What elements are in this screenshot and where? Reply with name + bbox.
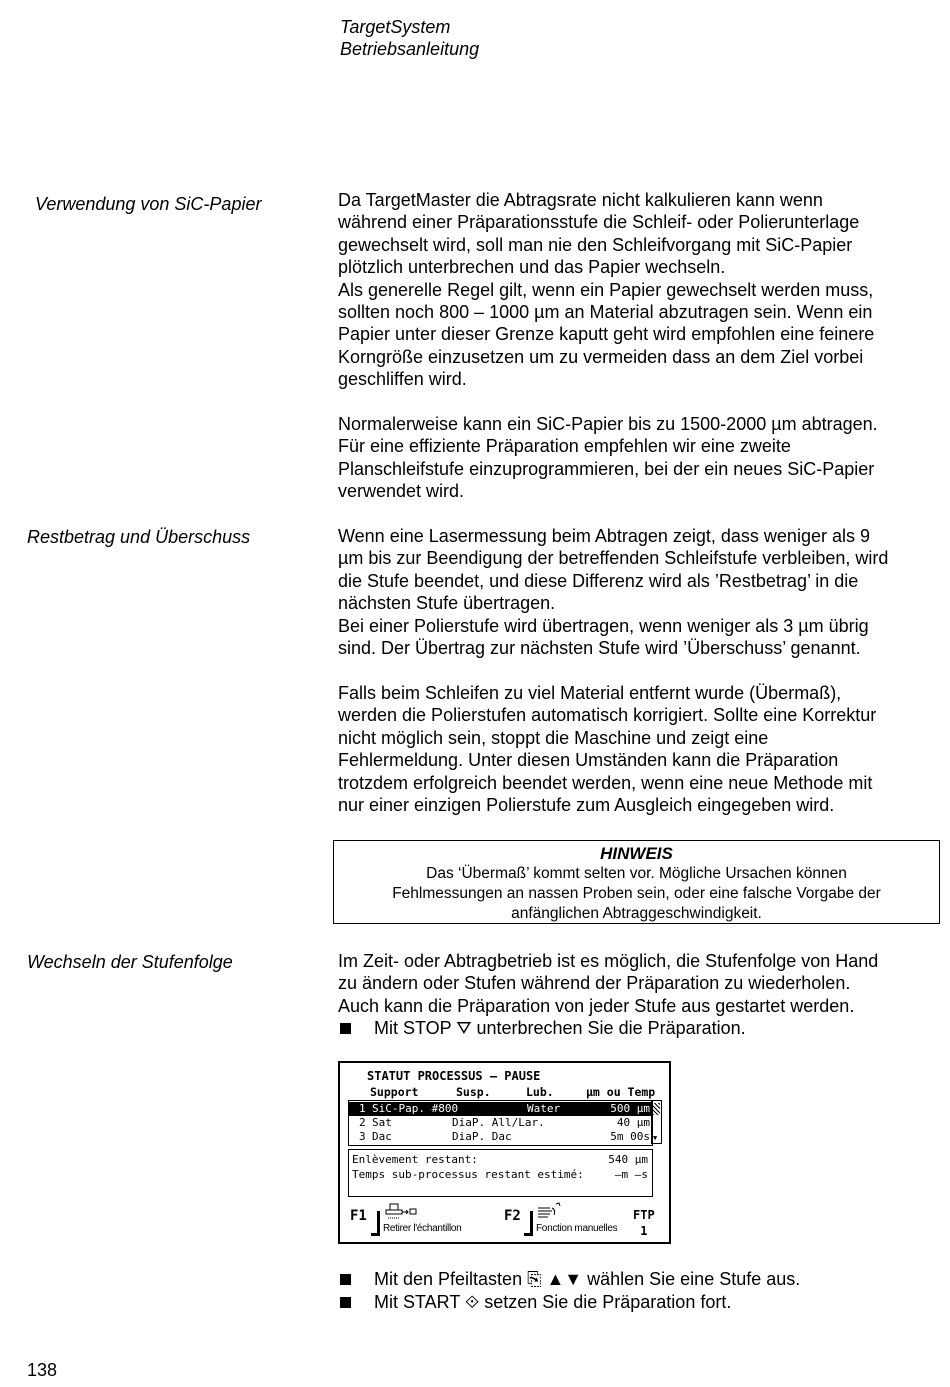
remaining-label: Enlèvement restant: xyxy=(352,1153,478,1166)
bullet-text: Mit STOP ⛛ unterbrechen Sie die Präparation. xyxy=(374,1018,746,1038)
step-number: 2 xyxy=(359,1116,366,1129)
text-line: Bei einer Polierstufe wird übertragen, wenn weniger als 3 µm übrig xyxy=(338,615,869,636)
text-line: nur einer einzigen Polierstufe zum Ausgleich eingegeben wird. xyxy=(338,795,835,816)
bullet-text: Mit START ⟐ setzen Sie die Präparation fort. xyxy=(374,1292,732,1312)
f2-bracket xyxy=(524,1211,533,1236)
bullet-square-icon xyxy=(340,1297,351,1308)
section-title-sic: Verwendung von SiC-Papier xyxy=(35,194,262,214)
step-susp: DiaP. Dac xyxy=(452,1130,512,1143)
step-list[interactable] xyxy=(348,1100,653,1146)
scrollbar-thumb[interactable] xyxy=(653,1103,660,1115)
bullet-stop xyxy=(338,1017,746,1039)
text-line: sollten noch 800 – 1000 µm an Material abzutragen sein. Wenn ein xyxy=(338,302,873,323)
remaining-value: 540 µm xyxy=(608,1153,648,1166)
step-lub: Water xyxy=(527,1102,561,1115)
text-line: trotzdem erfolgreich beendet werden, wenn eine neue Methode mit xyxy=(338,772,873,793)
text-line: zu ändern oder Stufen während der Präparation zu wiederholen. xyxy=(338,973,851,994)
col-header-susp: Susp. xyxy=(456,1085,491,1099)
text-line: Planschleifstufe einzuprogrammieren, bei der ein neues SiC-Papier xyxy=(338,458,875,479)
text-line: Als generelle Regel gilt, wenn ein Papier gewechselt werden muss, xyxy=(338,279,874,300)
note-line: Fehlmessungen an nassen Proben sein, oder eine falsche Vorgabe der xyxy=(392,885,881,902)
col-header-lub: Lub. xyxy=(526,1085,554,1099)
text-line: Korngröße einzusetzen um zu vermeiden dass an dem Ziel vorbei xyxy=(338,346,864,367)
text-line: werden die Polierstufen automatisch korrigiert. Sollte eine Korrektur xyxy=(338,705,877,726)
note-line: anfänglichen Abtraggeschwindigkeit. xyxy=(511,905,762,922)
switch-paragraph-1 xyxy=(338,950,938,1017)
bullet-square-icon xyxy=(340,1274,351,1285)
bullet-start xyxy=(338,1291,731,1313)
text-line: Auch kann die Präparation von jeder Stufe aus gestartet werden. xyxy=(338,995,855,1016)
text-line: Für eine effiziente Präparation empfehlen wir eine zweite xyxy=(338,436,791,457)
step-support: SiC-Pap. #800 xyxy=(372,1102,459,1115)
step-list-scrollbar[interactable] xyxy=(651,1100,662,1144)
f1-bracket xyxy=(371,1211,380,1236)
remove-sample-icon xyxy=(384,1202,420,1222)
text-line: nicht möglich sein, stoppt die Maschine und zeigt eine xyxy=(338,727,769,748)
text-line: geschliffen wird. xyxy=(338,369,467,390)
bullet-arrows xyxy=(338,1268,800,1290)
text-line: Da TargetMaster die Abtragsrate nicht kalkulieren kann wenn xyxy=(338,190,823,210)
col-header-support: Support xyxy=(370,1085,419,1099)
f2-key-label: F2 xyxy=(504,1208,521,1224)
running-header xyxy=(340,16,479,60)
step-row-selected[interactable] xyxy=(349,1102,652,1116)
sic-paragraph-1 xyxy=(338,189,938,391)
screen-title: STATUT PROCESSUS – PAUSE xyxy=(367,1069,541,1083)
note-title: HINWEIS xyxy=(600,844,673,863)
rest-paragraph-2 xyxy=(338,682,938,816)
f2-function-label: Fonction manuelles xyxy=(536,1223,618,1234)
bullet-square-icon xyxy=(340,1023,351,1034)
page-number: 138 xyxy=(27,1360,58,1380)
bullet-text: Mit den Pfeiltasten ⎘ ▲▼ wählen Sie eine Stufe aus. xyxy=(374,1269,801,1289)
step-value: 40 µm xyxy=(616,1116,650,1129)
step-support: Dac xyxy=(372,1130,392,1143)
text-line: Fehlermeldung. Unter diesen Umständen kann die Präparation xyxy=(338,750,839,771)
step-value: 500 µm xyxy=(610,1102,650,1115)
note-box xyxy=(333,840,940,924)
step-support: Sat xyxy=(372,1116,392,1129)
text-line: µm bis zur Beendigung der betreffenden Schleifstufe verbleiben, wird xyxy=(338,548,889,569)
ftp-label: FTP xyxy=(633,1208,655,1222)
text-line: verwendet wird. xyxy=(338,481,465,502)
text-line: sind. Der Übertrag zur nächsten Stufe wird ’Überschuss’ genannt. xyxy=(338,638,861,659)
text-line: Papier unter dieser Grenze kaputt geht wird empfohlen eine feinere xyxy=(338,324,875,345)
text-line: während einer Präparationsstufe die Schleif- oder Polierunterlage xyxy=(338,212,860,233)
note-line: Das ‘Übermaß’ kommt selten vor. Mögliche Ursachen können xyxy=(426,865,847,882)
rest-paragraph-1 xyxy=(338,525,938,659)
step-row[interactable] xyxy=(349,1130,652,1144)
f1-function-label: Retirer l'échantillon xyxy=(383,1223,462,1234)
section-title-rest: Restbetrag und Überschuss xyxy=(27,527,251,547)
scroll-down-arrow-icon[interactable]: ▼ xyxy=(653,1134,658,1142)
col-header-value: µm ou Temp xyxy=(586,1085,656,1099)
text-line: Im Zeit- oder Abtragbetrieb ist es möglich, die Stufenfolge von Hand xyxy=(338,951,879,971)
step-number: 3 xyxy=(359,1130,366,1143)
header-product: TargetSystem xyxy=(340,17,451,37)
step-number: 1 xyxy=(359,1102,366,1115)
step-susp: DiaP. All/Lar. xyxy=(452,1116,545,1129)
text-line: nächsten Stufe übertragen. xyxy=(338,593,556,614)
text-line: die Stufe beendet, und diese Differenz wird als ’Restbetrag’ in die xyxy=(338,570,859,591)
f1-key-label: F1 xyxy=(350,1208,367,1224)
text-line: Normalerweise kann ein SiC-Papier bis zu 1500-2000 µm abtragen. xyxy=(338,414,878,434)
text-line: Falls beim Schleifen zu viel Material entfernt wurde (Übermaß), xyxy=(338,683,842,703)
text-line: gewechselt wird, soll man nie den Schleifvorgang mit SiC-Papier xyxy=(338,234,853,255)
time-value: –m –s xyxy=(614,1168,648,1181)
text-line: Wenn eine Lasermessung beim Abtragen zeigt, dass weniger als 9 xyxy=(338,526,870,546)
text-line: plötzlich unterbrechen und das Papier wechseln. xyxy=(338,257,726,278)
device-screen xyxy=(338,1061,671,1244)
time-label: Temps sub-processus restant estimé: xyxy=(352,1168,584,1181)
sic-paragraph-2 xyxy=(338,413,938,503)
step-value: 5m 00s xyxy=(610,1130,650,1143)
step-row[interactable] xyxy=(349,1116,652,1130)
ftp-value: 1 xyxy=(640,1224,648,1238)
status-info-box xyxy=(348,1149,653,1197)
manual-function-hand-icon xyxy=(536,1202,564,1222)
header-manual: Betriebsanleitung xyxy=(340,39,480,59)
ftp-indicator xyxy=(633,1207,655,1239)
section-title-switch: Wechseln der Stufenfolge xyxy=(27,952,233,972)
